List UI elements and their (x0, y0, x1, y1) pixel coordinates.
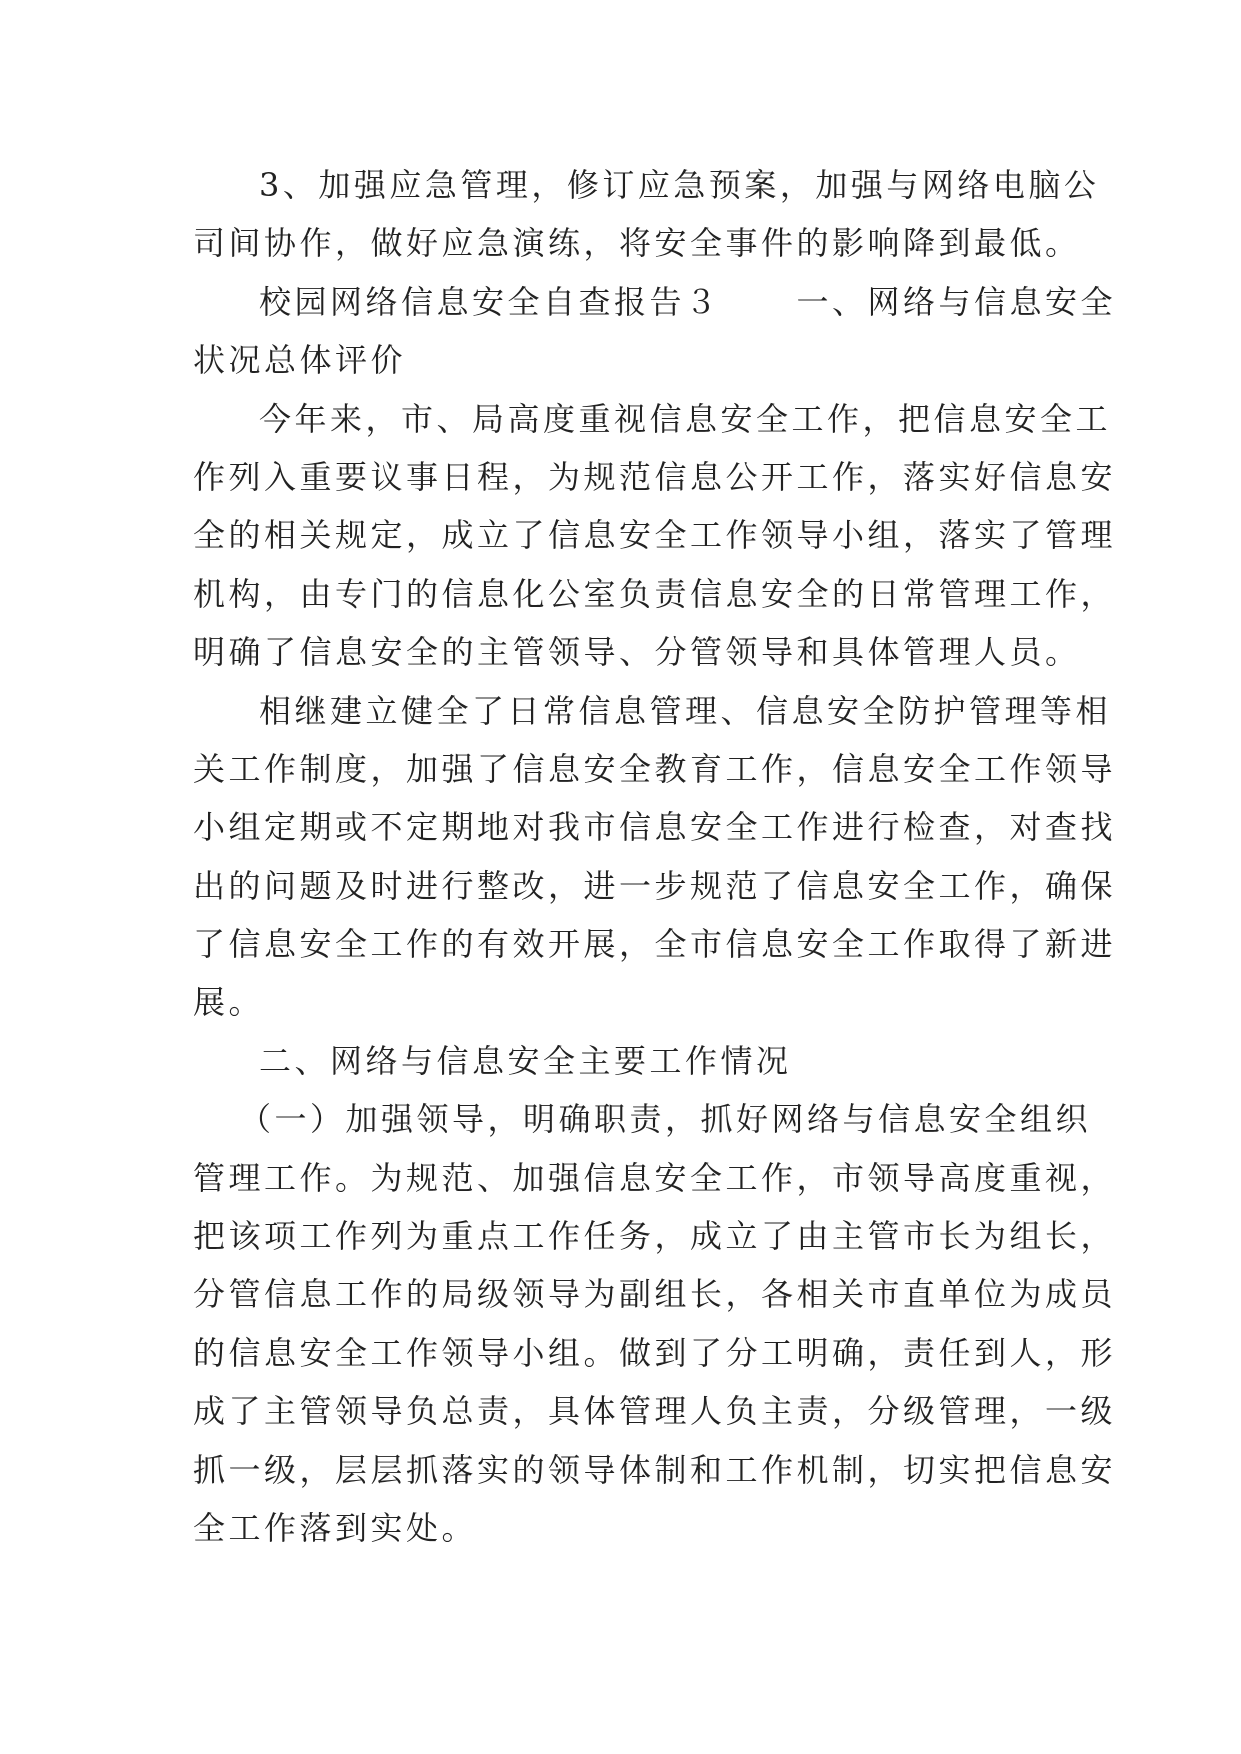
paragraph-line: 出的问题及时进行整改，进一步规范了信息安全工作，确保 (193, 866, 1117, 905)
paragraph-line: 司间协作，做好应急演练，将安全事件的影响降到最低。 (193, 224, 1081, 263)
paragraph-line: 明确了信息安全的主管领导、分管领导和具体管理人员。 (193, 633, 1081, 672)
paragraph-line: 机构，由专门的信息化公室负责信息安全的日常管理工作， (193, 574, 1117, 613)
paragraph-line: 状况总体评价 (193, 341, 407, 380)
paragraph-line: 成了主管领导负总责，具体管理人负主责，分级管理，一级 (193, 1392, 1117, 1431)
section-heading: 二、网络与信息安全主要工作情况 (259, 1041, 792, 1080)
paragraph-line: 全的相关规定，成立了信息安全工作领导小组，落实了管理 (193, 516, 1117, 555)
paragraph-line: 了信息安全工作的有效开展，全市信息安全工作取得了新进 (193, 925, 1117, 964)
paragraph-line: 全工作落到实处。 (193, 1508, 478, 1547)
paragraph-line: 分管信息工作的局级领导为副组长，各相关市直单位为成员 (193, 1275, 1117, 1314)
report-heading-line (193, 273, 1117, 331)
paragraph-line: 今年来，市、局高度重视信息安全工作，把信息安全工 (259, 399, 1112, 438)
section-heading: 一、网络与信息安全 (796, 282, 1117, 321)
document-body (193, 156, 1117, 1557)
paragraph-line: 相继建立健全了日常信息管理、信息安全防护管理等相 (259, 691, 1112, 730)
paragraph-line: 的信息安全工作领导小组。做到了分工明确，责任到人，形 (193, 1333, 1117, 1372)
paragraph-line: 把该项工作列为重点工作任务，成立了由主管市长为组长， (193, 1217, 1117, 1256)
paragraph-line: 展。 (193, 983, 265, 1022)
paragraph-line: 抓一级，层层抓落实的领导体制和工作机制，切实把信息安 (193, 1450, 1117, 1489)
paragraph-line: 关工作制度，加强了信息安全教育工作，信息安全工作领导 (193, 749, 1117, 788)
paragraph-line: 作列入重要议事日程，为规范信息公开工作，落实好信息安 (193, 457, 1117, 496)
report-title: 校园网络信息安全自查报告３ (259, 282, 721, 321)
paragraph-line: 管理工作。为规范、加强信息安全工作，市领导高度重视， (193, 1158, 1117, 1197)
paragraph-line: 3、加强应急管理，修订应急预案，加强与网络电脑公 (259, 166, 1100, 204)
paragraph-line: 小组定期或不定期地对我市信息安全工作进行检查，对查找 (193, 808, 1117, 847)
paragraph-line: （一）加强领导，明确职责，抓好网络与信息安全组织 (239, 1100, 1092, 1139)
